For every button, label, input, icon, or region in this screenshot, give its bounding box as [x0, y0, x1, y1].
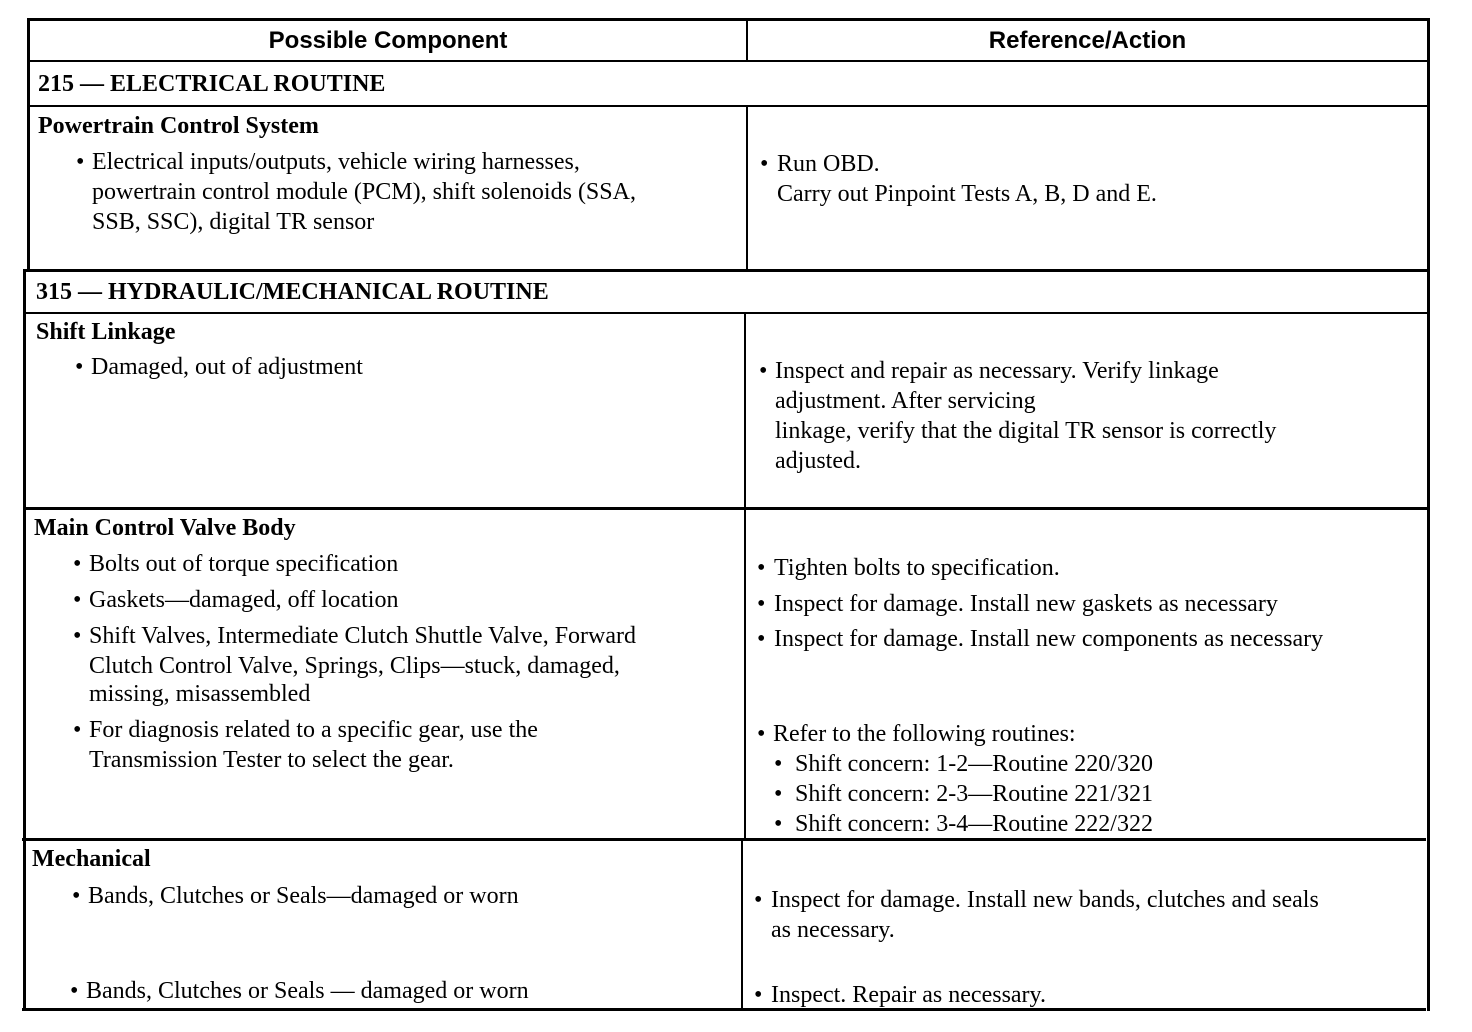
routine-sub-item: Shift concern: 1-2—Routine 220/320 — [795, 751, 1153, 777]
row-title-mechanical: Mechanical — [32, 846, 151, 872]
bullet-mark: • — [757, 626, 766, 652]
table-bottom-border — [22, 1008, 1426, 1011]
bullet-mark: • — [76, 149, 85, 175]
mechanical-action-line: Inspect. Repair as necessary. — [771, 982, 1046, 1008]
shift-linkage-action-line: linkage, verify that the digital TR sensor is correctly — [775, 418, 1277, 444]
bullet-mark: • — [754, 887, 763, 913]
mechanical-component-line: Bands, Clutches or Seals — damaged or worn — [86, 978, 529, 1004]
shift-linkage-bottom-border — [24, 507, 1428, 510]
bullet-mark: • — [757, 591, 766, 617]
column-divider-powertrain — [746, 105, 748, 271]
valve-body-bottom-border — [22, 838, 1426, 841]
sub-bullet-mark: • — [774, 811, 783, 837]
powertrain-component-line: Electrical inputs/outputs, vehicle wiring harnesses, — [92, 149, 580, 175]
valve-body-component-line: Clutch Control Valve, Springs, Clips—stuck, damaged, — [89, 653, 620, 679]
valve-body-component-line: Gaskets—damaged, off location — [89, 587, 399, 613]
bullet-mark: • — [73, 623, 82, 649]
shift-linkage-action-line: Inspect and repair as necessary. Verify linkage — [775, 358, 1219, 384]
mechanical-action-line: Inspect for damage. Install new bands, clutches and seals — [771, 887, 1319, 913]
bullet-mark: • — [73, 587, 82, 613]
table-left-border-lower — [23, 269, 26, 1011]
routine-sub-item: Shift concern: 2-3—Routine 221/321 — [795, 781, 1153, 807]
bullet-mark: • — [72, 883, 81, 909]
column-divider-lower — [744, 312, 746, 840]
bullet-mark: • — [759, 358, 768, 384]
powertrain-action-line: Carry out Pinpoint Tests A, B, D and E. — [777, 181, 1157, 207]
bullet-mark: • — [73, 551, 82, 577]
shift-linkage-component-line: Damaged, out of adjustment — [91, 354, 363, 380]
valve-body-component-line: Bolts out of torque specification — [89, 551, 399, 577]
valve-body-action-line: Inspect for damage. Install new components as necessary — [774, 626, 1324, 652]
valve-body-action-line: Tighten bolts to specification. — [774, 555, 1060, 581]
bullet-mark: • — [75, 354, 84, 380]
sub-bullet-mark: • — [774, 751, 783, 777]
bullet-mark: • — [760, 151, 769, 177]
bullet-mark: • — [754, 982, 763, 1008]
section-heading-215: 215 — ELECTRICAL ROUTINE — [38, 71, 386, 97]
header-reference-action: Reference/Action — [988, 27, 1187, 54]
mechanical-action-line: as necessary. — [771, 917, 895, 943]
column-divider-bottom — [741, 838, 743, 1010]
routine-sub-item: Shift concern: 3-4—Routine 222/322 — [795, 811, 1153, 837]
bullet-mark: • — [757, 721, 766, 747]
sub-bullet-mark: • — [774, 781, 783, 807]
shift-linkage-action-line: adjusted. — [775, 448, 861, 474]
row-title-powertrain: Powertrain Control System — [38, 113, 319, 139]
powertrain-action-line: Run OBD. — [777, 151, 880, 177]
mechanical-component-line: Bands, Clutches or Seals—damaged or worn — [88, 883, 519, 909]
valve-body-component-line: Shift Valves, Intermediate Clutch Shuttle Valve, Forward — [89, 623, 637, 649]
valve-body-action-line: Inspect for damage. Install new gaskets as necessary — [774, 591, 1278, 617]
header-possible-component: Possible Component — [268, 27, 508, 54]
row-title-shift-linkage: Shift Linkage — [36, 319, 176, 345]
powertrain-component-line: SSB, SSC), digital TR sensor — [92, 209, 375, 235]
valve-body-component-line: For diagnosis related to a specific gear, use the — [89, 717, 538, 743]
valve-body-component-line: Transmission Tester to select the gear. — [89, 747, 454, 773]
bullet-mark: • — [757, 555, 766, 581]
powertrain-component-line: powertrain control module (PCM), shift solenoids (SSA, — [92, 179, 636, 205]
valve-body-component-line: missing, misassembled — [89, 681, 311, 707]
row-title-valve-body: Main Control Valve Body — [34, 515, 296, 541]
bullet-mark: • — [73, 717, 82, 743]
bullet-mark: • — [70, 978, 79, 1004]
shift-linkage-action-line: adjustment. After servicing — [775, 388, 1036, 414]
valve-body-action-line: Refer to the following routines: — [773, 721, 1076, 747]
section-heading-315: 315 — HYDRAULIC/MECHANICAL ROUTINE — [36, 279, 549, 305]
table-right-border — [1427, 18, 1430, 1011]
